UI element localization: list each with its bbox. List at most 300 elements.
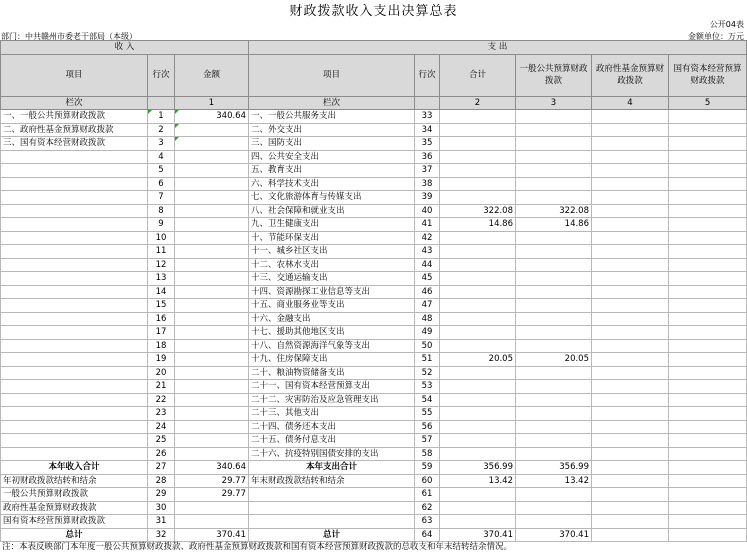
income-rowno-cell: 23 [148, 407, 175, 421]
sub-general-right-rowno: 61 [415, 488, 440, 502]
expense-total-cell [440, 110, 516, 124]
expense-item-cell: 一、一般公共服务支出 [249, 110, 415, 124]
income-total-label: 本年收入合计 [1, 461, 148, 475]
income-amount-cell [175, 285, 249, 299]
amount-unit-label: 金额单位：万元 [688, 32, 744, 41]
income-amount-cell: 340.64 [175, 110, 249, 124]
col5-index: 5 [669, 96, 747, 110]
expense-total-cell: 14.86 [440, 218, 516, 232]
income-total-amount: 340.64 [175, 461, 249, 475]
income-amount-cell [175, 339, 249, 353]
sub-fund-amount [175, 501, 249, 515]
expense-general-cell: 20.05 [516, 353, 592, 367]
expense-capital-cell [669, 258, 747, 272]
department-label: 部门：中共赣州市委老干部局（本级） [1, 32, 137, 41]
expense-fund-cell [592, 150, 669, 164]
table-row [1, 231, 747, 245]
sub-fund-rowno: 30 [148, 501, 175, 515]
table-row [1, 272, 747, 286]
income-rowno-cell: 14 [148, 285, 175, 299]
expense-rowno-cell: 37 [415, 164, 440, 178]
expense-total-cell [440, 366, 516, 380]
expense-capital-cell [669, 110, 747, 124]
income-rowno-cell: 11 [148, 245, 175, 259]
expense-rowno-cell: 53 [415, 380, 440, 394]
summary-row-totals [1, 461, 747, 475]
table-row [1, 353, 747, 367]
income-item-cell [1, 366, 148, 380]
sub-general-amount: 29.77 [175, 488, 249, 502]
table-row [1, 110, 747, 124]
end-balance-general: 13.42 [516, 474, 592, 488]
expense-capital-cell [669, 164, 747, 178]
expense-general-cell: 14.86 [516, 218, 592, 232]
income-amount-cell [175, 204, 249, 218]
table-row [1, 434, 747, 448]
table-row [1, 339, 747, 353]
gov-fund-header: 政府性基金预算财政拨款 [592, 54, 669, 96]
income-amount-cell [175, 245, 249, 259]
summary-row-capital [1, 515, 747, 529]
expense-rowno-cell: 51 [415, 353, 440, 367]
expense-fund-cell [592, 312, 669, 326]
grand-total-rowno: 32 [148, 528, 175, 542]
table-row [1, 245, 747, 259]
income-amount-cell [175, 447, 249, 461]
expense-total-cell [440, 420, 516, 434]
cell [440, 488, 516, 502]
sub-fund-right-rowno: 62 [415, 501, 440, 515]
expense-fund-cell [592, 164, 669, 178]
income-amount-cell [175, 299, 249, 313]
table-row [1, 123, 747, 137]
table-row [1, 312, 747, 326]
income-amount-cell [175, 258, 249, 272]
expense-capital-cell [669, 312, 747, 326]
expense-rowno-cell: 34 [415, 123, 440, 137]
expense-fund-cell [592, 258, 669, 272]
col1-index: 1 [175, 96, 249, 110]
expense-rowno-cell: 35 [415, 137, 440, 151]
end-balance-rowno: 60 [415, 474, 440, 488]
income-amount-cell [175, 137, 249, 151]
expense-general-cell [516, 191, 592, 205]
expense-fund-cell [592, 218, 669, 232]
expense-capital-cell [669, 339, 747, 353]
section-header-row [1, 41, 747, 55]
sub-capital-label: 国有资本经营预算财政拨款 [1, 515, 148, 529]
income-amount-cell [175, 231, 249, 245]
footnote: 注：本表反映部门本年度一般公共预算财政拨款、政府性基金预算财政拨款和国有资本经营预算财政拨款的总收支和年末结转结余情况。 [2, 542, 513, 552]
income-rowno-cell: 12 [148, 258, 175, 272]
income-rowno-cell: 19 [148, 353, 175, 367]
grand-total-right-rowno: 64 [415, 528, 440, 542]
table-row [1, 285, 747, 299]
income-rowno-cell: 24 [148, 420, 175, 434]
expense-fund-cell [592, 191, 669, 205]
expense-item-cell: 二十三、其他支出 [249, 407, 415, 421]
expense-general-cell [516, 447, 592, 461]
expense-total-cell: 20.05 [440, 353, 516, 367]
expense-general-cell [516, 285, 592, 299]
summary-row-general [1, 488, 747, 502]
expense-general-cell [516, 258, 592, 272]
expense-general-cell [516, 393, 592, 407]
income-amount-cell [175, 164, 249, 178]
expense-fund-cell [592, 110, 669, 124]
expense-capital-cell [669, 393, 747, 407]
income-amount-cell [175, 218, 249, 232]
sub-general-rowno: 29 [148, 488, 175, 502]
income-rowno-cell: 20 [148, 366, 175, 380]
expense-capital-cell [669, 447, 747, 461]
expense-total-cell [440, 164, 516, 178]
income-rowno-header: 行次 [148, 54, 175, 96]
expense-item-cell: 十八、自然资源海洋气象等支出 [249, 339, 415, 353]
income-item-cell [1, 245, 148, 259]
grand-total-amount: 370.41 [175, 528, 249, 542]
income-item-cell [1, 231, 148, 245]
expense-capital-cell [669, 231, 747, 245]
expense-item-cell: 十六、金融支出 [249, 312, 415, 326]
table-row [1, 164, 747, 178]
income-amount-cell [175, 272, 249, 286]
income-rowno-cell: 7 [148, 191, 175, 205]
expense-capital-cell [669, 204, 747, 218]
expense-fund-cell [592, 285, 669, 299]
expense-rowno-cell: 36 [415, 150, 440, 164]
grand-total-sum: 370.41 [440, 528, 516, 542]
expense-total-capital [669, 461, 747, 475]
income-amount-cell [175, 123, 249, 137]
expense-general-cell [516, 137, 592, 151]
income-rowno-cell: 2 [148, 123, 175, 137]
summary-row-fund [1, 501, 747, 515]
expense-capital-cell [669, 137, 747, 151]
expense-capital-cell [669, 407, 747, 421]
income-rowno-cell: 15 [148, 299, 175, 313]
expense-rowno-cell: 43 [415, 245, 440, 259]
expense-total-cell [440, 393, 516, 407]
column-index-row [1, 96, 747, 110]
income-amount-header: 金额 [175, 54, 249, 96]
expense-item-cell: 十、节能环保支出 [249, 231, 415, 245]
expense-rowno-cell: 52 [415, 366, 440, 380]
col4-index: 4 [592, 96, 669, 110]
income-rowno-cell: 18 [148, 339, 175, 353]
sub-capital-right-rowno: 63 [415, 515, 440, 529]
expense-general-cell [516, 272, 592, 286]
expense-total-cell [440, 231, 516, 245]
expense-total-cell [440, 407, 516, 421]
expense-rowno-cell: 47 [415, 299, 440, 313]
expense-item-cell: 三、国防支出 [249, 137, 415, 151]
expense-item-cell: 二十、粮油物资储备支出 [249, 366, 415, 380]
expense-fund-cell [592, 353, 669, 367]
expense-general-cell [516, 110, 592, 124]
expense-fund-cell [592, 204, 669, 218]
table-row [1, 420, 747, 434]
table-row [1, 299, 747, 313]
expense-fund-cell [592, 123, 669, 137]
table-row [1, 447, 747, 461]
expense-fund-cell [592, 272, 669, 286]
expense-fund-cell [592, 339, 669, 353]
income-amount-cell [175, 326, 249, 340]
expense-total-cell [440, 326, 516, 340]
table-row [1, 366, 747, 380]
expense-item-cell: 十五、商业服务业等支出 [249, 299, 415, 313]
expense-fund-cell [592, 177, 669, 191]
expense-capital-cell [669, 380, 747, 394]
cell [592, 488, 669, 502]
grand-total-capital [669, 528, 747, 542]
sub-general-label: 一般公共预算财政拨款 [1, 488, 148, 502]
income-rowno-cell: 4 [148, 150, 175, 164]
expense-item-cell: 二十六、抗疫特别国债安排的支出 [249, 447, 415, 461]
expense-capital-cell [669, 353, 747, 367]
expense-item-cell: 八、社会保障和就业支出 [249, 204, 415, 218]
cell [516, 515, 592, 529]
income-rowno-cell: 17 [148, 326, 175, 340]
expense-rowno-cell: 41 [415, 218, 440, 232]
expense-fund-cell [592, 434, 669, 448]
sub-fund-right [249, 501, 415, 515]
expense-rowno-cell: 54 [415, 393, 440, 407]
income-item-cell [1, 285, 148, 299]
income-item-cell [1, 177, 148, 191]
end-balance-fund [592, 474, 669, 488]
expense-section-header: 支 出 [249, 41, 747, 55]
income-rowno-cell: 21 [148, 380, 175, 394]
expense-item-cell: 四、公共安全支出 [249, 150, 415, 164]
income-item-cell: 三、国有资本经营财政拨款 [1, 137, 148, 151]
table-row [1, 137, 747, 151]
begin-balance-label: 年初财政拨款结转和结余 [1, 474, 148, 488]
income-amount-cell [175, 177, 249, 191]
expense-item-cell: 二、外交支出 [249, 123, 415, 137]
expense-item-cell: 十九、住房保障支出 [249, 353, 415, 367]
income-amount-cell [175, 312, 249, 326]
table-row [1, 150, 747, 164]
cell [516, 488, 592, 502]
income-rowno-cell: 25 [148, 434, 175, 448]
expense-total-cell [440, 312, 516, 326]
expense-total-cell [440, 299, 516, 313]
expense-capital-cell [669, 218, 747, 232]
expense-general-cell [516, 366, 592, 380]
summary-row-carryover [1, 474, 747, 488]
expense-total-cell [440, 150, 516, 164]
income-item-cell [1, 447, 148, 461]
expense-capital-cell [669, 434, 747, 448]
expense-total-cell [440, 285, 516, 299]
income-rowno-cell: 8 [148, 204, 175, 218]
income-item-cell [1, 191, 148, 205]
expense-total-cell [440, 380, 516, 394]
income-amount-cell [175, 150, 249, 164]
table-row [1, 191, 747, 205]
expense-capital-cell [669, 326, 747, 340]
form-code: 公开04表 [709, 20, 744, 29]
expense-item-cell: 二十五、债务付息支出 [249, 434, 415, 448]
expense-total-cell [440, 434, 516, 448]
expense-total-rowno: 59 [415, 461, 440, 475]
expense-capital-cell [669, 272, 747, 286]
col3-index: 3 [516, 96, 592, 110]
expense-rowno-cell: 50 [415, 339, 440, 353]
expense-rowno-cell: 56 [415, 420, 440, 434]
expense-item-cell: 六、科学技术支出 [249, 177, 415, 191]
expense-item-cell: 二十一、国有资本经营预算支出 [249, 380, 415, 394]
table-row [1, 407, 747, 421]
expense-capital-cell [669, 299, 747, 313]
income-item-cell [1, 272, 148, 286]
sub-capital-amount [175, 515, 249, 529]
income-item-cell [1, 407, 148, 421]
cell [669, 501, 747, 515]
cell [440, 515, 516, 529]
income-amount-cell [175, 407, 249, 421]
grand-total-label: 总计 [1, 528, 148, 542]
expense-item-cell: 五、教育支出 [249, 164, 415, 178]
cell [592, 501, 669, 515]
income-amount-cell [175, 366, 249, 380]
end-balance-total: 13.42 [440, 474, 516, 488]
expense-general-cell [516, 339, 592, 353]
expense-item-cell: 十一、城乡社区支出 [249, 245, 415, 259]
expense-item-cell: 十四、资源勘探工业信息等支出 [249, 285, 415, 299]
col2-index: 2 [440, 96, 516, 110]
income-rowno-cell: 22 [148, 393, 175, 407]
end-balance-label: 年末财政拨款结转和结余 [249, 474, 415, 488]
income-amount-cell [175, 353, 249, 367]
income-total-rowno: 27 [148, 461, 175, 475]
expense-capital-cell [669, 177, 747, 191]
income-item-cell [1, 339, 148, 353]
table-row [1, 380, 747, 394]
expense-rowno-index [415, 96, 440, 110]
expense-fund-cell [592, 420, 669, 434]
expense-rowno-header: 行次 [415, 54, 440, 96]
income-item-cell: 一、一般公共预算财政拨款 [1, 110, 148, 124]
income-rowno-cell: 9 [148, 218, 175, 232]
begin-balance-rowno: 28 [148, 474, 175, 488]
expense-item-cell: 十七、援助其他地区支出 [249, 326, 415, 340]
expense-total-cell: 322.08 [440, 204, 516, 218]
column-header-row [1, 54, 747, 96]
income-item-cell [1, 326, 148, 340]
expense-general-cell [516, 177, 592, 191]
end-balance-capital [669, 474, 747, 488]
cell [592, 515, 669, 529]
expense-general-cell [516, 380, 592, 394]
cell [669, 488, 747, 502]
expense-general-cell [516, 123, 592, 137]
report-title: 财政拨款收入支出决算总表 [289, 4, 458, 19]
income-item-cell [1, 393, 148, 407]
expense-rowno-cell: 40 [415, 204, 440, 218]
expense-fund-cell [592, 299, 669, 313]
income-amount-cell [175, 420, 249, 434]
expense-fund-cell [592, 326, 669, 340]
expense-fund-cell [592, 407, 669, 421]
expense-rowno-cell: 58 [415, 447, 440, 461]
income-item-header: 项目 [1, 54, 148, 96]
expense-total-label: 本年支出合计 [249, 461, 415, 475]
income-rowno-cell: 5 [148, 164, 175, 178]
income-column-label: 栏次 [1, 96, 148, 110]
cell [669, 515, 747, 529]
expense-capital-cell [669, 191, 747, 205]
expense-total-cell [440, 447, 516, 461]
expense-total-cell [440, 272, 516, 286]
income-item-cell [1, 164, 148, 178]
expense-fund-cell [592, 231, 669, 245]
expense-item-cell: 十二、农林水支出 [249, 258, 415, 272]
income-item-cell [1, 380, 148, 394]
expense-general-cell [516, 326, 592, 340]
income-item-cell [1, 434, 148, 448]
expense-general-cell: 322.08 [516, 204, 592, 218]
expense-total-cell [440, 191, 516, 205]
expense-total-general: 356.99 [516, 461, 592, 475]
sub-fund-label: 政府性基金预算财政拨款 [1, 501, 148, 515]
expense-rowno-cell: 42 [415, 231, 440, 245]
expense-rowno-cell: 45 [415, 272, 440, 286]
income-rowno-cell: 13 [148, 272, 175, 286]
expense-rowno-cell: 49 [415, 326, 440, 340]
table-row [1, 218, 747, 232]
cell [440, 501, 516, 515]
expense-general-cell [516, 150, 592, 164]
expense-fund-cell [592, 447, 669, 461]
expense-general-cell [516, 420, 592, 434]
expense-item-cell: 七、文化旅游体育与传媒支出 [249, 191, 415, 205]
income-section-header: 收 入 [1, 41, 249, 55]
expense-capital-cell [669, 285, 747, 299]
income-item-cell [1, 420, 148, 434]
expense-rowno-cell: 48 [415, 312, 440, 326]
expense-rowno-cell: 44 [415, 258, 440, 272]
expense-fund-cell [592, 393, 669, 407]
grand-total-fund [592, 528, 669, 542]
income-item-cell [1, 312, 148, 326]
expense-capital-cell [669, 420, 747, 434]
income-rowno-cell: 1 [148, 110, 175, 124]
expense-capital-cell [669, 150, 747, 164]
cell [516, 501, 592, 515]
expense-total-cell [440, 177, 516, 191]
expense-column-label: 栏次 [249, 96, 415, 110]
expense-total-cell [440, 258, 516, 272]
expense-general-cell [516, 245, 592, 259]
table-row [1, 326, 747, 340]
expense-total-cell [440, 245, 516, 259]
expense-rowno-cell: 39 [415, 191, 440, 205]
sub-general-right [249, 488, 415, 502]
income-amount-cell [175, 393, 249, 407]
expense-total-fund [592, 461, 669, 475]
expense-rowno-cell: 57 [415, 434, 440, 448]
sub-capital-rowno: 31 [148, 515, 175, 529]
general-budget-header: 一般公共预算财政拨款 [516, 54, 592, 96]
expense-general-cell [516, 312, 592, 326]
expense-rowno-cell: 46 [415, 285, 440, 299]
table-row [1, 393, 747, 407]
expense-capital-cell [669, 123, 747, 137]
income-rowno-cell: 3 [148, 137, 175, 151]
